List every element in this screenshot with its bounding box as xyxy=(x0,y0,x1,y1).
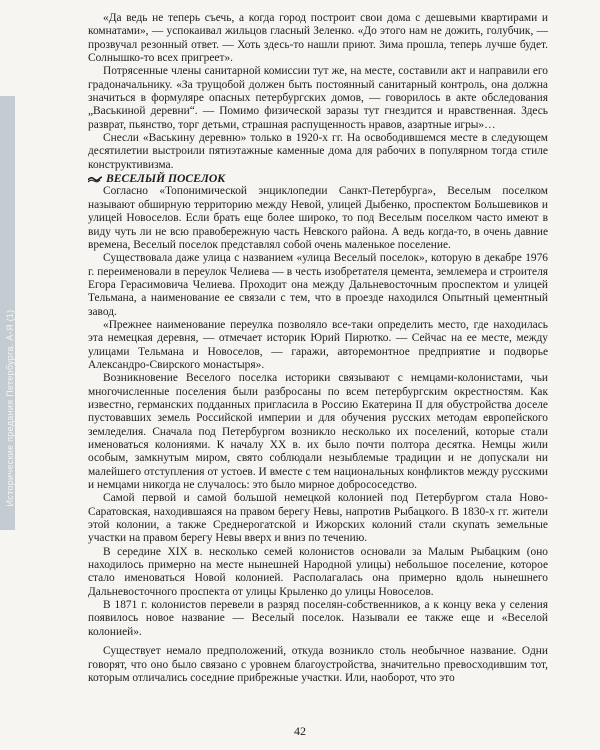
paragraph: Существовала даже улица с названием «улица Веселый поселок», которую в декабре 1976 г. переименовали в переулок Челиева — в честь изобретателя цемента, землемера и строителя Егора Герасимовича Челиева. Проходит она между Дальневосточным проспектом и улицей Тельмана, а наименование ее связали с тем, что в проезде находился Опытный цементный завод. xyxy=(88,252,548,318)
section-heading xyxy=(88,172,548,185)
wave-ornament-icon xyxy=(88,175,102,183)
gutter-title: Исторические предания Петербурга. А-Я (1) xyxy=(5,309,15,507)
paragraph: В 1871 г. колонистов перевели в разряд поселян-собственников, а к концу века у селения появилось новое название — Веселый поселок. Называли ее также еще и «Веселой колонией». xyxy=(88,599,548,638)
paragraph: Согласно «Топонимической энциклопедии Санкт-Петербурга», Веселым поселком называют обширную территорию между Невой, улицей Дыбенко, проспектом Большевиков и улицей Новоселов. Если брать еще более широко, то под Веселым поселком часто имеют в виду чуть ли не всю правобережную часть Невского района. А ведь когда-то, в очень давние времена, Веселый поселок представлял собой очень маленькое поселение. xyxy=(88,185,548,251)
paragraph: Потрясенные члены санитарной комиссии тут же, на месте, составили акт и направили его градоначальнику. «За трущобой должен быть постоянный санитарный контроль, она должна значиться в формуляре опасных петербургских домов, — говорилось в акте обследования „Васькиной деревни“. — Помимо физической заразы тут гнездится и нравственная. Здесь разврат, пьянство, торг детьми, страшная распущенность нравов, азартные игры»… xyxy=(88,65,548,131)
gutter-title-strip xyxy=(0,96,15,530)
paragraph: Самой первой и самой большой немецкой колонией под Петербургом стала Ново-Саратовская, находившаяся на правом берегу Невы, напротив Рыбацкого. В 1830-х гг. жители этой колонии, а также Среднерогатской и Ижорских колоний стали скупать земельные участки на правом берегу Невы вверх и вниз по течению. xyxy=(88,492,548,545)
paragraph: Возникновение Веселого поселка историки связывают с немцами-колонистами, чьи многочисленные поселения были разбросаны по всем петербургским окрестностям. Как известно, германских подданных пригласила в Россию Екатерина II для обустройства доселе пустовавших земель Российской империи и для обучения русских методам европейского земледелия. Сначала под Петербургом возникло несколько их поселений, которые стали именоваться колониями. К началу XX в. их было почти полтора десятка. Немцы жили особым, замкнутым миром, свято соблюдали незыблемые традиции и не допускали ни малейшего отступления от устоев. И вместе с тем национальных конфликтов между русскими и немцами никогда не случалось: это было мирное добрососедство. xyxy=(88,372,548,492)
paragraph: «Да ведь не теперь съечь, а когда город построит свои дома с дешевыми квартирами и комнатами», — успокаивал жильцов гласный Зеленко. «До этого нам не дожить, голубчик, — прозвучал резонный ответ. — Хоть здесь-то нашли приют. Зима прошла, теперь лучше будет. Солнышко-то всех пригреет». xyxy=(88,12,548,65)
page-number: 42 xyxy=(294,724,306,738)
paragraph: Существует немало предположений, откуда возникло столь необычное название. Одни говорят, что оно было связано с уровнем благоустройства, значительно превосходившим тот, которым отличались соседние прибрежные участки. Или, наоборот, что это xyxy=(88,645,548,684)
paragraph: В середине XIX в. несколько семей колонистов основали за Малым Рыбацким (оно находилось примерно на месте нынешней Народной улицы) небольшое поселение, которое стало именоваться Новой колонией. Располагалась она примерно вдоль нынешнего Дальневосточного проспекта от улицы Крыленко до улицы Новоселов. xyxy=(88,545,548,598)
paragraph: Снесли «Васькину деревню» только в 1920-х гг. На освободившемся месте в следующем десятилетии выстроили пятиэтажные каменные дома для рабочих в популярном тогда стиле конструктивизма. xyxy=(88,132,548,171)
body-text xyxy=(88,12,548,685)
paragraph: «Прежнее наименование переулка позволяло все-таки определить место, где находилась эта немецкая деревня, — отмечает историк Юрий Пирютко. — Сейчас на ее месте, между улицами Тельмана и Новоселов, — гаражи, авторемонтное предприятие и подворье Александро-Свирского монастыря». xyxy=(88,318,548,371)
section-heading-text: ВЕСЕЛЫЙ ПОСЕЛОК xyxy=(106,172,226,186)
